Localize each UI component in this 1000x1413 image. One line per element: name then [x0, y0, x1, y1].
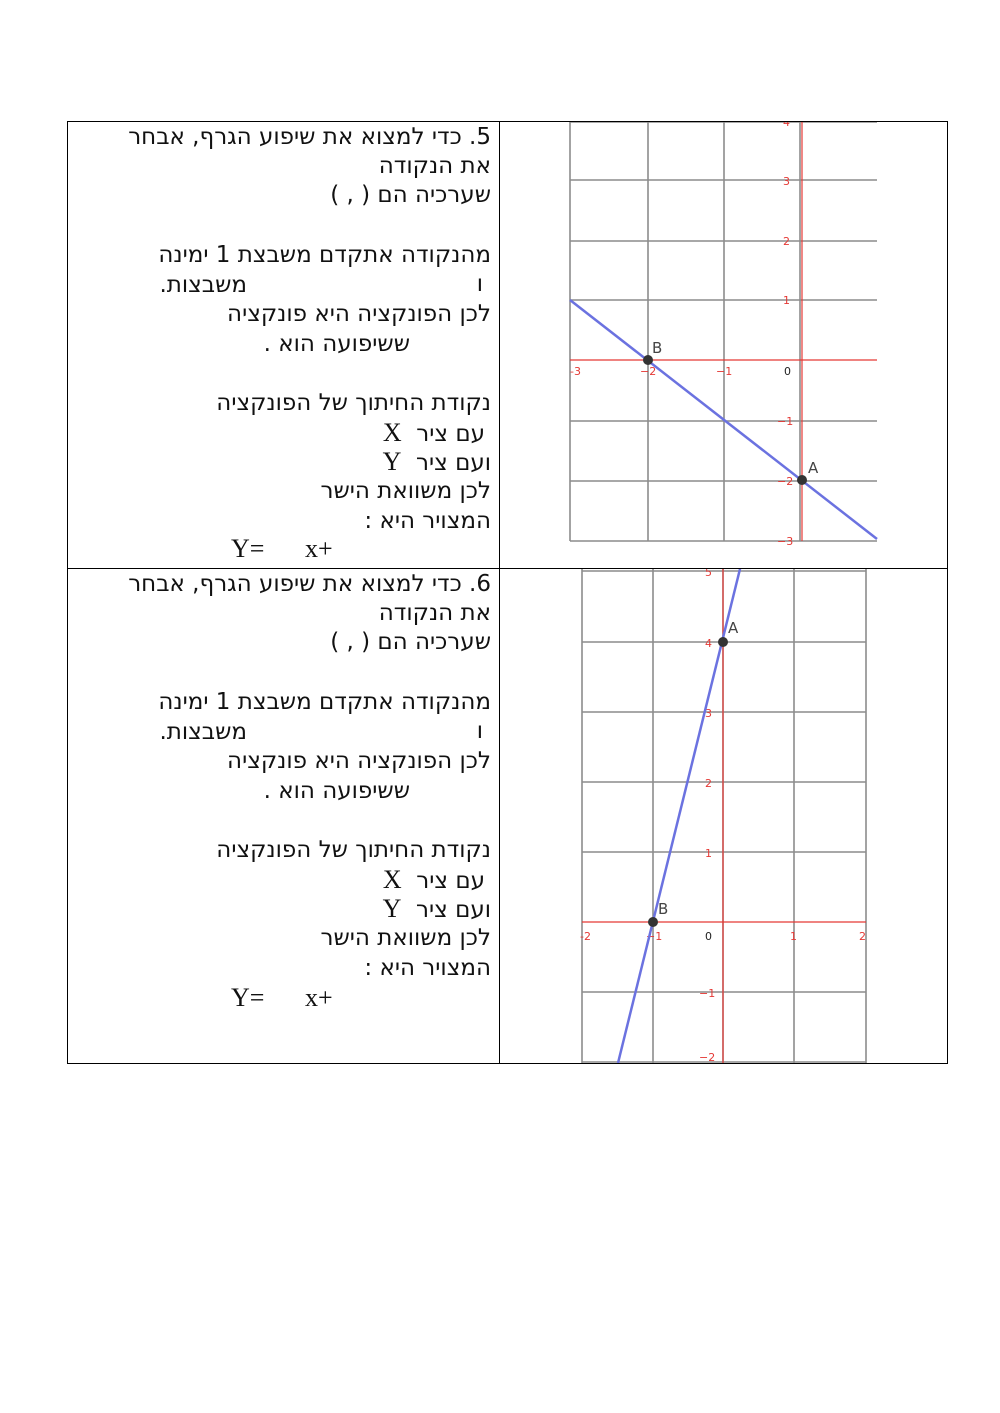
y-tick-label: 3: [705, 707, 712, 720]
question-line: [383, 865, 485, 896]
question-line: ועם ציר: [415, 450, 491, 476]
y-tick-label: 3: [783, 175, 790, 188]
y-tick-label: 2: [705, 777, 712, 790]
exercise-5-row: [68, 122, 947, 569]
equation-x: x+: [305, 534, 333, 563]
x-tick-label: 2: [859, 930, 866, 943]
exercise-5-text: [68, 122, 499, 568]
equation-y: Y=: [231, 534, 265, 563]
question-line: ו: [476, 271, 483, 297]
question-line: מהנקודה אתקדם משבצת 1 ימינה: [158, 242, 491, 268]
x-axis-letter: X: [382, 865, 402, 894]
point-a-label: A: [808, 459, 819, 477]
question-line: נקודת החיתוך של הפונקציה: [216, 837, 491, 863]
exercise-5-graph: [500, 122, 948, 569]
y-axis-letter: Y: [382, 894, 402, 923]
exercise-6-row: [68, 569, 947, 1063]
question-line: משבצות.: [159, 719, 247, 745]
point-a: [718, 637, 728, 647]
x-tick-label: -2: [580, 930, 591, 943]
x-tick-label: -3: [570, 365, 581, 378]
x-axis-letter: X: [382, 418, 402, 447]
worksheet-table: [67, 121, 948, 1064]
grid: [570, 122, 877, 541]
y-tick-label: −1: [699, 987, 716, 1000]
question-line: לכן הפונקציה היא פונקציה: [227, 301, 491, 327]
y-tick-label: −3: [777, 535, 794, 548]
y-tick-label: 4: [705, 637, 712, 650]
point-b-label: B: [658, 900, 669, 918]
question-line: [383, 418, 485, 449]
question-line: את הנקודה: [378, 600, 491, 626]
question-line: ו: [476, 718, 483, 744]
question-line: המצויר היא :: [364, 955, 491, 981]
exercise-6-text: [68, 569, 499, 1063]
question-line: מהנקודה אתקדם משבצת 1 ימינה: [158, 689, 491, 715]
equation-y: Y=: [231, 983, 265, 1012]
y-tick-label: −1: [777, 415, 794, 428]
y-tick-label: −2: [699, 1051, 716, 1063]
x-tick-label: −1: [646, 930, 663, 943]
x-tick-label: −2: [640, 365, 657, 378]
question-line: נקודת החיתוך של הפונקציה: [216, 390, 491, 416]
question-line: את הנקודה: [378, 153, 491, 179]
point-a-label: A: [728, 619, 739, 637]
question-line: שערכיה הם ( , ): [330, 629, 491, 655]
exercise-6-graph: [500, 569, 948, 1063]
y-tick-label: 5: [705, 569, 712, 579]
y-tick-label: 2: [783, 235, 790, 248]
y-tick-label: 1: [705, 847, 712, 860]
question-line: ששיפועה הוא .: [263, 331, 410, 357]
x-tick-label: 0: [705, 930, 712, 943]
equation-x: x+: [305, 983, 333, 1012]
question-line: ועם ציר: [415, 897, 491, 923]
x-tick-label: −1: [716, 365, 733, 378]
question-line: עם ציר: [416, 868, 485, 894]
question-line: לכן משוואת הישר: [320, 925, 491, 951]
question-line: [383, 894, 491, 925]
x-tick-label: 0: [784, 365, 791, 378]
question-line: 6. כדי למצוא את שיפוע הגרף, אבחר: [128, 571, 491, 597]
question-line: שערכיה הם ( , ): [330, 182, 491, 208]
x-tick-label: 1: [790, 930, 797, 943]
question-line: [383, 447, 491, 478]
exercise-5-graph-cell: [500, 122, 948, 568]
y-tick-label: 4: [783, 122, 790, 129]
y-tick-label: 1: [783, 294, 790, 307]
question-line: ששיפועה הוא .: [263, 778, 410, 804]
question-line: לכן משוואת הישר: [320, 478, 491, 504]
point-b-label: B: [652, 339, 663, 357]
y-axis-letter: Y: [382, 447, 402, 476]
question-line: משבצות.: [159, 272, 247, 298]
y-tick-label: −2: [777, 475, 794, 488]
question-line: עם ציר: [416, 421, 485, 447]
point-b: [648, 917, 658, 927]
question-line: המצויר היא :: [364, 508, 491, 534]
point-a: [797, 475, 807, 485]
exercise-6-graph-cell: [500, 569, 948, 1063]
question-line: 5. כדי למצוא את שיפוע הגרף, אבחר: [128, 124, 491, 150]
question-line: לכן הפונקציה היא פונקציה: [227, 748, 491, 774]
